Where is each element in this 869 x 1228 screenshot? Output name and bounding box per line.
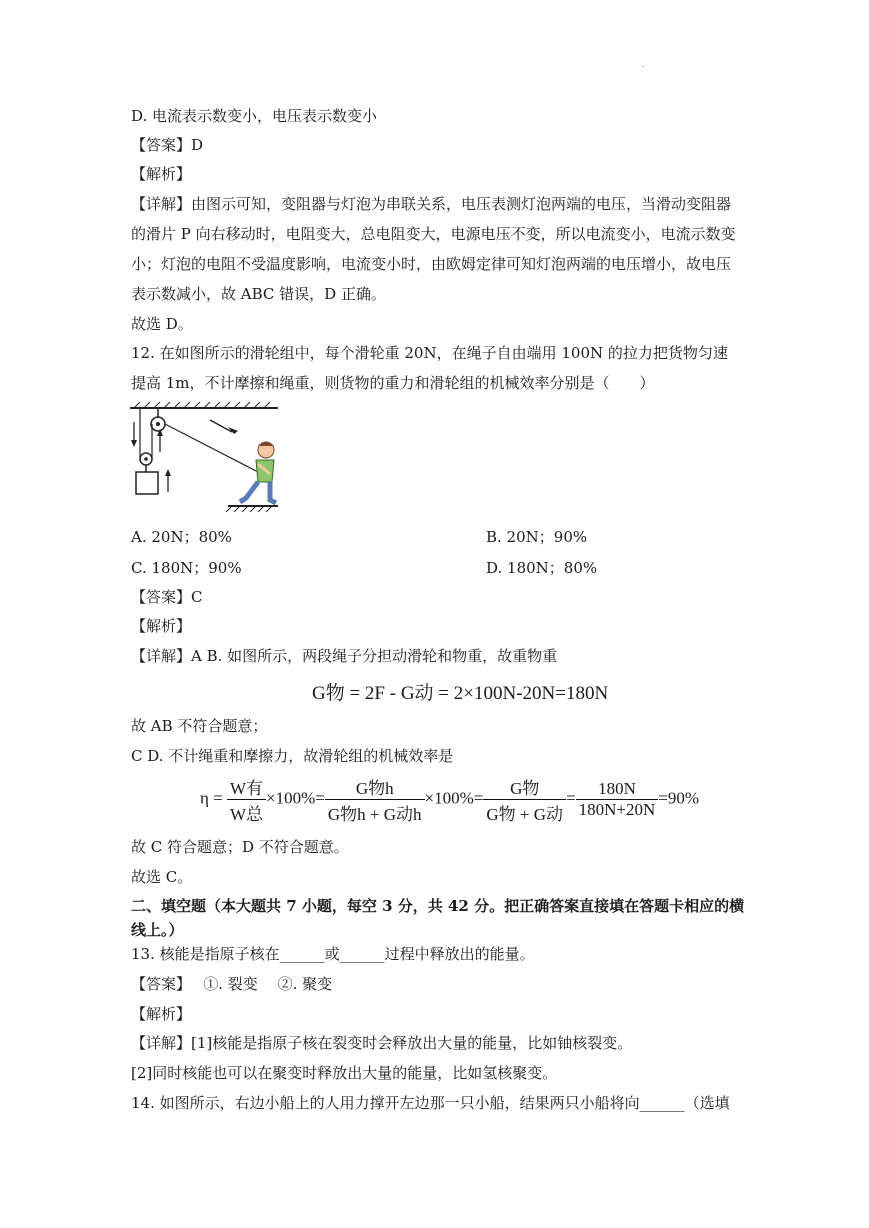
- equation-2: [200, 774, 699, 825]
- answer-label: 【答案】D: [131, 136, 204, 154]
- answer-13: 【答案】 ①. 裂变 ②. 聚变: [131, 975, 333, 993]
- detail-13-1: 【详解】[1]核能是指原子核在裂变时会释放出大量的能量，比如铀核裂变。: [131, 1034, 633, 1052]
- w-total: W总: [229, 805, 264, 824]
- pulley-figure: [128, 402, 280, 512]
- equation-1: G物 = 2F - G动 = 2×100N-20N=180N: [312, 683, 609, 704]
- analysis-13: 【解析】: [131, 1005, 192, 1023]
- detail-line-1: 【详解】由图示可知，变阻器与灯泡为串联关系，电压表测灯泡两端的电压，当滑动变阻器: [131, 195, 732, 213]
- detail-13-2: [2]同时核能也可以在聚变时释放出大量的能量，比如氢核聚变。: [131, 1064, 558, 1082]
- option-d: D. 180N；80%: [486, 559, 598, 577]
- equals: =: [566, 788, 576, 808]
- select-d: 故选 D。: [131, 315, 193, 333]
- question-12-line-2: 提高 1m，不计摩擦和绳重，则货物的重力和滑轮组的机械效率分别是（ ）: [131, 374, 655, 392]
- option-a: A. 20N；80%: [131, 528, 232, 546]
- question-14: 14. 如图所示，右边小船上的人用力撑开左边那一只小船，结果两只小船将向______（选填: [131, 1094, 730, 1112]
- frac4-num: 180N: [576, 779, 659, 800]
- eta-symbol: η =: [200, 788, 223, 808]
- option-d-text: D. 电流表示数变小，电压表示数变小: [131, 107, 378, 125]
- result: =90%: [658, 788, 700, 808]
- detail-12: 【详解】A B. 如图所示，两段绳子分担动滑轮和物重，故重物重: [131, 647, 558, 665]
- frac4-den: 180N+20N: [578, 800, 656, 819]
- analysis-label: 【解析】: [131, 165, 192, 183]
- option-c: C. 180N；90%: [131, 559, 242, 577]
- ab-conclusion: 故 AB 不符合题意；: [131, 717, 268, 735]
- c-conclusion: 故 C 符合题意；D 不符合题意。: [131, 838, 349, 856]
- w-useful: W有: [227, 774, 266, 800]
- question-12-line-1: 12. 在如图所示的滑轮组中，每个滑轮重 20N，在绳子自由端用 100N 的拉力把货物匀速: [131, 344, 728, 362]
- detail-line-4: 表示数减小，故 ABC 错误，D 正确。: [131, 285, 386, 303]
- frac3-den: G物 + G动: [486, 805, 564, 824]
- page-dot: .: [642, 60, 645, 69]
- option-b: B. 20N；90%: [486, 528, 588, 546]
- frac2-num: G物h: [325, 774, 425, 800]
- analysis-12: 【解析】: [131, 617, 192, 635]
- times-2: ×100%=: [424, 788, 484, 808]
- section-2-heading-1: 二、填空题（本大题共 7 小题，每空 3 分，共 42 分。把正确答案直接填在答题卡相应的横: [131, 897, 745, 915]
- times-1: ×100%=: [266, 788, 325, 808]
- cd-statement: C D. 不计绳重和摩擦力，故滑轮组的机械效率是: [131, 747, 454, 765]
- frac3-num: G物: [483, 774, 566, 800]
- answer-12: 【答案】C: [131, 588, 203, 606]
- detail-line-3: 小；灯泡的电阻不受温度影响，电流变小时，由欧姆定律可知灯泡两端的电压增小，故电压: [131, 255, 732, 273]
- question-13: 13. 核能是指原子核在______或______过程中释放出的能量。: [131, 945, 535, 963]
- select-c: 故选 C。: [131, 868, 193, 886]
- detail-line-2: 的滑片 P 向右移动时，电阻变大，总电阻变大，电源电压不变，所以电流变小，电流示数变: [131, 225, 736, 243]
- section-2-heading-2: 线上。）: [131, 921, 184, 939]
- frac2-den: G物h + G动h: [327, 805, 422, 824]
